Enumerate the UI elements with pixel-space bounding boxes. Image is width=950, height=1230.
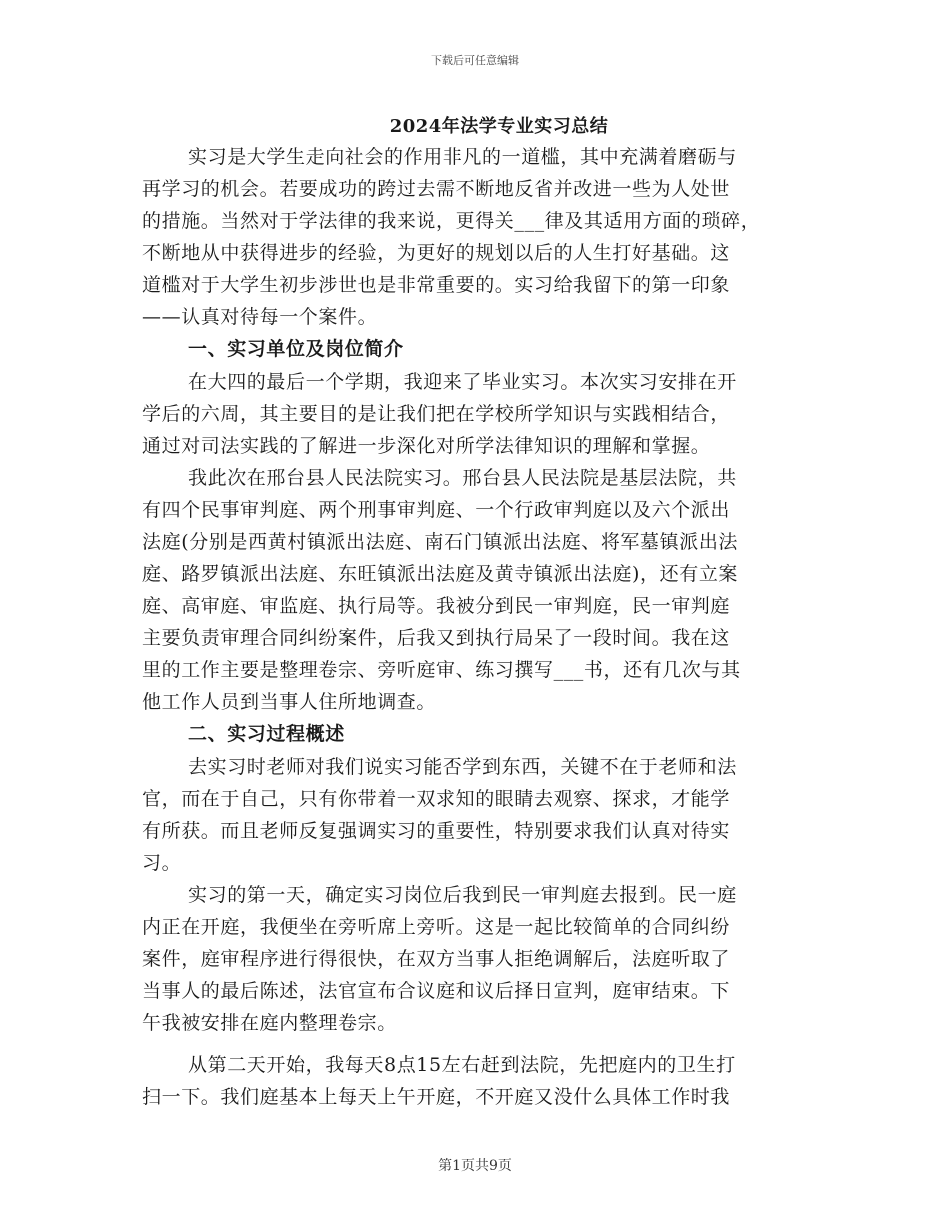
document-title: 2024年法学专业实习总结 [389, 116, 609, 137]
section-heading: 二、实习过程概述 [188, 723, 345, 745]
paragraph-line: 不断地从中获得进步的经验，为更好的规划以后的人生打好基础。这 [142, 242, 731, 264]
paragraph-line: 里的工作主要是整理卷宗、旁听庭审、练习撰写___书，还有几次与其 [142, 659, 741, 681]
paragraph-line: 午我被安排在庭内整理卷宗。 [142, 1012, 397, 1034]
paragraph-line: 实习是大学生走向社会的作用非凡的一道槛，其中充满着磨砺与 [188, 146, 737, 168]
paragraph-line: 在大四的最后一个学期，我迎来了毕业实习。本次实习安排在开 [188, 371, 737, 393]
paragraph-line: 内正在开庭，我便坐在旁听席上旁听。这是一起比较简单的合同纠纷 [142, 916, 731, 938]
paragraph-line: 案件，庭审程序进行得很快，在双方当事人拒绝调解后，法庭听取了 [142, 948, 731, 970]
paragraph-line: 官，而在于自己，只有你带着一双求知的眼睛去观察、探求，才能学 [142, 788, 731, 810]
paragraph-line: 主要负责审理合同纠纷案件，后我又到执行局呆了一段时间。我在这 [142, 627, 731, 649]
paragraph-gap [142, 1039, 810, 1049]
paragraph-line: 道槛对于大学生初步涉世也是非常重要的。实习给我留下的第一印象 [142, 274, 731, 296]
paragraph-line: 有所获。而且老师反复强调实习的重要性，特别要求我们认真对待实 [142, 820, 731, 842]
paragraph-line: 去实习时老师对我们说实习能否学到东西，关键不在于老师和法 [188, 756, 737, 778]
paragraph-line: 实习的第一天，确定实习岗位后我到民一审判庭去报到。民一庭 [188, 884, 737, 906]
paragraph-line: 从第二天开始，我每天8点15左右赶到法院，先把庭内的卫生打 [188, 1054, 736, 1076]
page-number-footer: 第1页共9页 [438, 1158, 512, 1174]
paragraph-line: 有四个民事审判庭、两个刑事审判庭、一个行政审判庭以及六个派出 [142, 499, 731, 521]
paragraph-line: 再学习的机会。若要成功的跨过去需不断地反省并改进一些为人处世 [142, 178, 731, 200]
paragraph-line: 通过对司法实践的了解进一步深化对所学法律知识的理解和掌握。 [142, 435, 711, 457]
page-header-note: 下载后可任意编辑 [431, 54, 519, 67]
paragraph-line: 习。 [142, 852, 182, 874]
paragraph-line: 法庭(分别是西黄村镇派出法庭、南石门镇派出法庭、将军墓镇派出法 [142, 531, 739, 553]
paragraph-line: 庭、路罗镇派出法庭、东旺镇派出法庭及黄寺镇派出法庭)，还有立案 [142, 563, 739, 585]
paragraph-line: 学后的六周，其主要目的是让我们把在学校所学知识与实践相结合， [142, 403, 731, 425]
paragraph-line: 庭、高审庭、审监庭、执行局等。我被分到民一审判庭，民一审判庭 [142, 595, 731, 617]
paragraph-line: 他工作人员到当事人住所地调查。 [142, 691, 437, 713]
document-body [142, 141, 810, 1113]
paragraph-line: 当事人的最后陈述，法官宣布合议庭和议后择日宣判，庭审结束。下 [142, 980, 731, 1002]
section-heading: 一、实习单位及岗位简介 [188, 338, 404, 360]
paragraph-line: 我此次在邢台县人民法院实习。邢台县人民法院是基层法院，共 [188, 467, 737, 489]
paragraph-line: ——认真对待每一个案件。 [142, 306, 378, 328]
paragraph-line: 扫一下。我们庭基本上每天上午开庭，不开庭又没什么具体工作时我 [142, 1086, 731, 1108]
paragraph-line: 的措施。当然对于学法律的我来说，更得关___律及其适用方面的琐碎， [142, 210, 761, 232]
